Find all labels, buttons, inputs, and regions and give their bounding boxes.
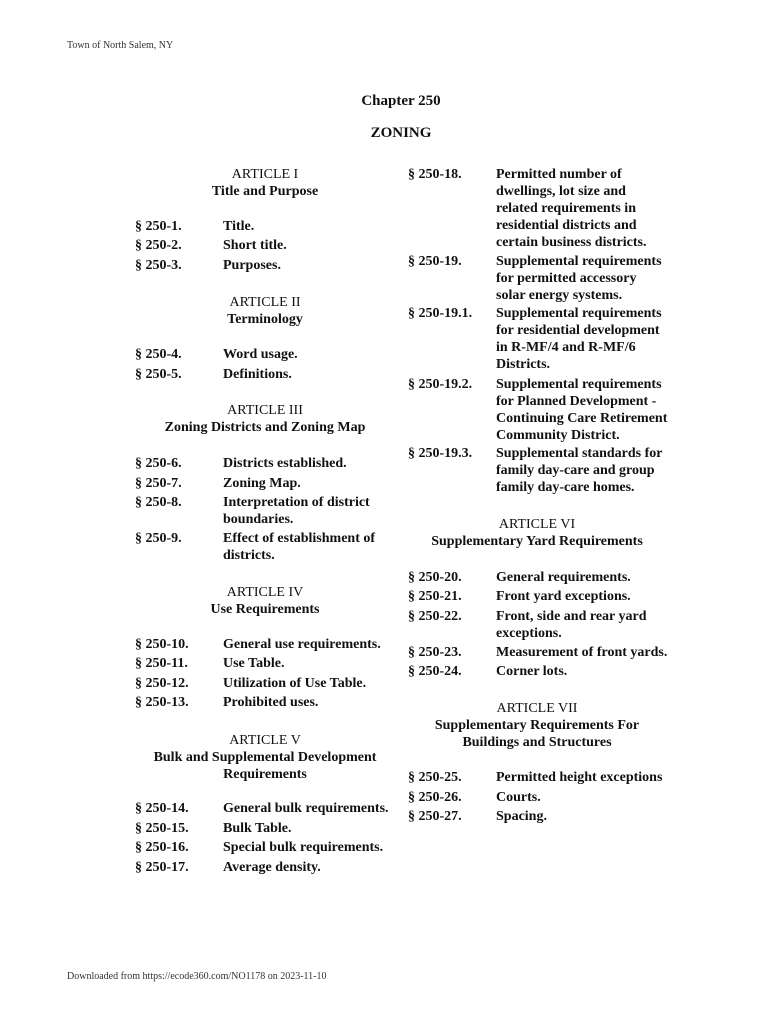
section-title: Prohibited uses. — [223, 695, 319, 710]
section-number: § 250-20. — [408, 570, 462, 585]
article-heading — [125, 584, 405, 618]
section-number: § 250-19.1. — [408, 306, 473, 321]
section-number: § 250-22. — [408, 609, 462, 624]
article-number: ARTICLE VII — [496, 701, 578, 716]
section-title: General requirements. — [496, 570, 631, 585]
section-title: Corner lots. — [496, 664, 568, 679]
section-title: Districts established. — [223, 456, 347, 471]
section-title: Front, side and rear yard exceptions. — [496, 609, 647, 641]
section-number: § 250-12. — [135, 676, 189, 691]
section-number: § 250-1. — [135, 219, 182, 234]
section-title: Bulk Table. — [223, 821, 292, 836]
section-title: Supplemental standards for family day-care and group family day-care homes. — [496, 446, 663, 495]
article-title: Title and Purpose — [211, 184, 319, 199]
article-number: ARTICLE II — [229, 295, 301, 310]
section-number: § 250-13. — [135, 695, 189, 710]
article-heading — [125, 166, 405, 200]
section-title: Front yard exceptions. — [496, 589, 631, 604]
section-number: § 250-26. — [408, 790, 462, 805]
article-number: ARTICLE V — [229, 733, 301, 748]
section-number: § 250-16. — [135, 840, 189, 855]
article-title: Supplementary Requirements For Buildings and Structures — [434, 718, 640, 750]
section-title: Word usage. — [223, 347, 298, 362]
section-title: Title. — [223, 219, 255, 234]
section-title: Special bulk requirements. — [223, 840, 384, 855]
section-number: § 250-17. — [135, 860, 189, 875]
article-number: ARTICLE I — [231, 167, 299, 182]
section-title: Spacing. — [496, 809, 547, 824]
section-number: § 250-8. — [135, 495, 182, 510]
section-number: § 250-6. — [135, 456, 182, 471]
section-title: Permitted number of dwellings, lot size and related requirements in residential districts and certain business districts. — [496, 167, 647, 250]
page-footer: Downloaded from https://ecode360.com/NO1178 on 2023-11-10 — [67, 971, 327, 982]
article-title: Bulk and Supplemental Development Requirements — [153, 750, 377, 782]
article-heading — [125, 402, 405, 436]
section-number: § 250-19.2. — [408, 377, 473, 392]
section-number: § 250-19. — [408, 254, 462, 269]
section-title: General use requirements. — [223, 637, 381, 652]
section-number: § 250-11. — [135, 656, 188, 671]
section-title: Supplemental requirements for Planned Development - Continuing Care Retirement Community District. — [496, 377, 668, 443]
section-number: § 250-4. — [135, 347, 182, 362]
section-number: § 250-25. — [408, 770, 462, 785]
section-title: Use Table. — [223, 656, 285, 671]
page-header: Town of North Salem, NY — [67, 40, 174, 51]
article-title: Terminology — [227, 312, 303, 327]
section-title: Permitted height exceptions — [496, 770, 663, 785]
section-title: General bulk requirements. — [223, 801, 389, 816]
chapter-heading: Chapter 250 — [361, 93, 441, 109]
section-title: Measurement of front yards. — [496, 645, 668, 660]
section-number: § 250-14. — [135, 801, 189, 816]
section-title: Zoning Map. — [223, 476, 301, 491]
article-number: ARTICLE VI — [498, 517, 576, 532]
section-number: § 250-10. — [135, 637, 189, 652]
article-title: Zoning Districts and Zoning Map — [164, 420, 366, 435]
article-number: ARTICLE IV — [226, 585, 304, 600]
section-number: § 250-18. — [408, 167, 462, 182]
section-title: Effect of establishment of districts. — [223, 531, 376, 563]
section-title: Definitions. — [223, 367, 292, 382]
section-number: § 250-2. — [135, 238, 182, 253]
section-number: § 250-15. — [135, 821, 189, 836]
section-title: Purposes. — [223, 258, 281, 273]
article-number: ARTICLE III — [227, 403, 303, 418]
section-number: § 250-24. — [408, 664, 462, 679]
section-title: Utilization of Use Table. — [223, 676, 367, 691]
article-title: Use Requirements — [210, 602, 320, 617]
section-title: Supplemental requirements for permitted accessory solar energy systems. — [496, 254, 662, 303]
section-number: § 250-19.3. — [408, 446, 473, 461]
section-title: Average density. — [223, 860, 321, 875]
section-title: Supplemental requirements for residential development in R-MF/4 and R-MF/6 Districts. — [496, 306, 662, 372]
section-number: § 250-23. — [408, 645, 462, 660]
section-number: § 250-5. — [135, 367, 182, 382]
chapter-title: ZONING — [370, 125, 432, 141]
article-heading — [125, 732, 405, 783]
article-heading — [408, 516, 666, 550]
section-title: Interpretation of district boundaries. — [223, 495, 370, 527]
section-title: Courts. — [496, 790, 541, 805]
article-heading — [125, 294, 405, 328]
section-number: § 250-3. — [135, 258, 182, 273]
section-number: § 250-21. — [408, 589, 462, 604]
article-title: Supplementary Yard Requirements — [431, 534, 643, 549]
section-number: § 250-7. — [135, 476, 182, 491]
article-heading — [408, 700, 666, 751]
section-title: Short title. — [223, 238, 287, 253]
section-number: § 250-27. — [408, 809, 462, 824]
section-number: § 250-9. — [135, 531, 182, 546]
